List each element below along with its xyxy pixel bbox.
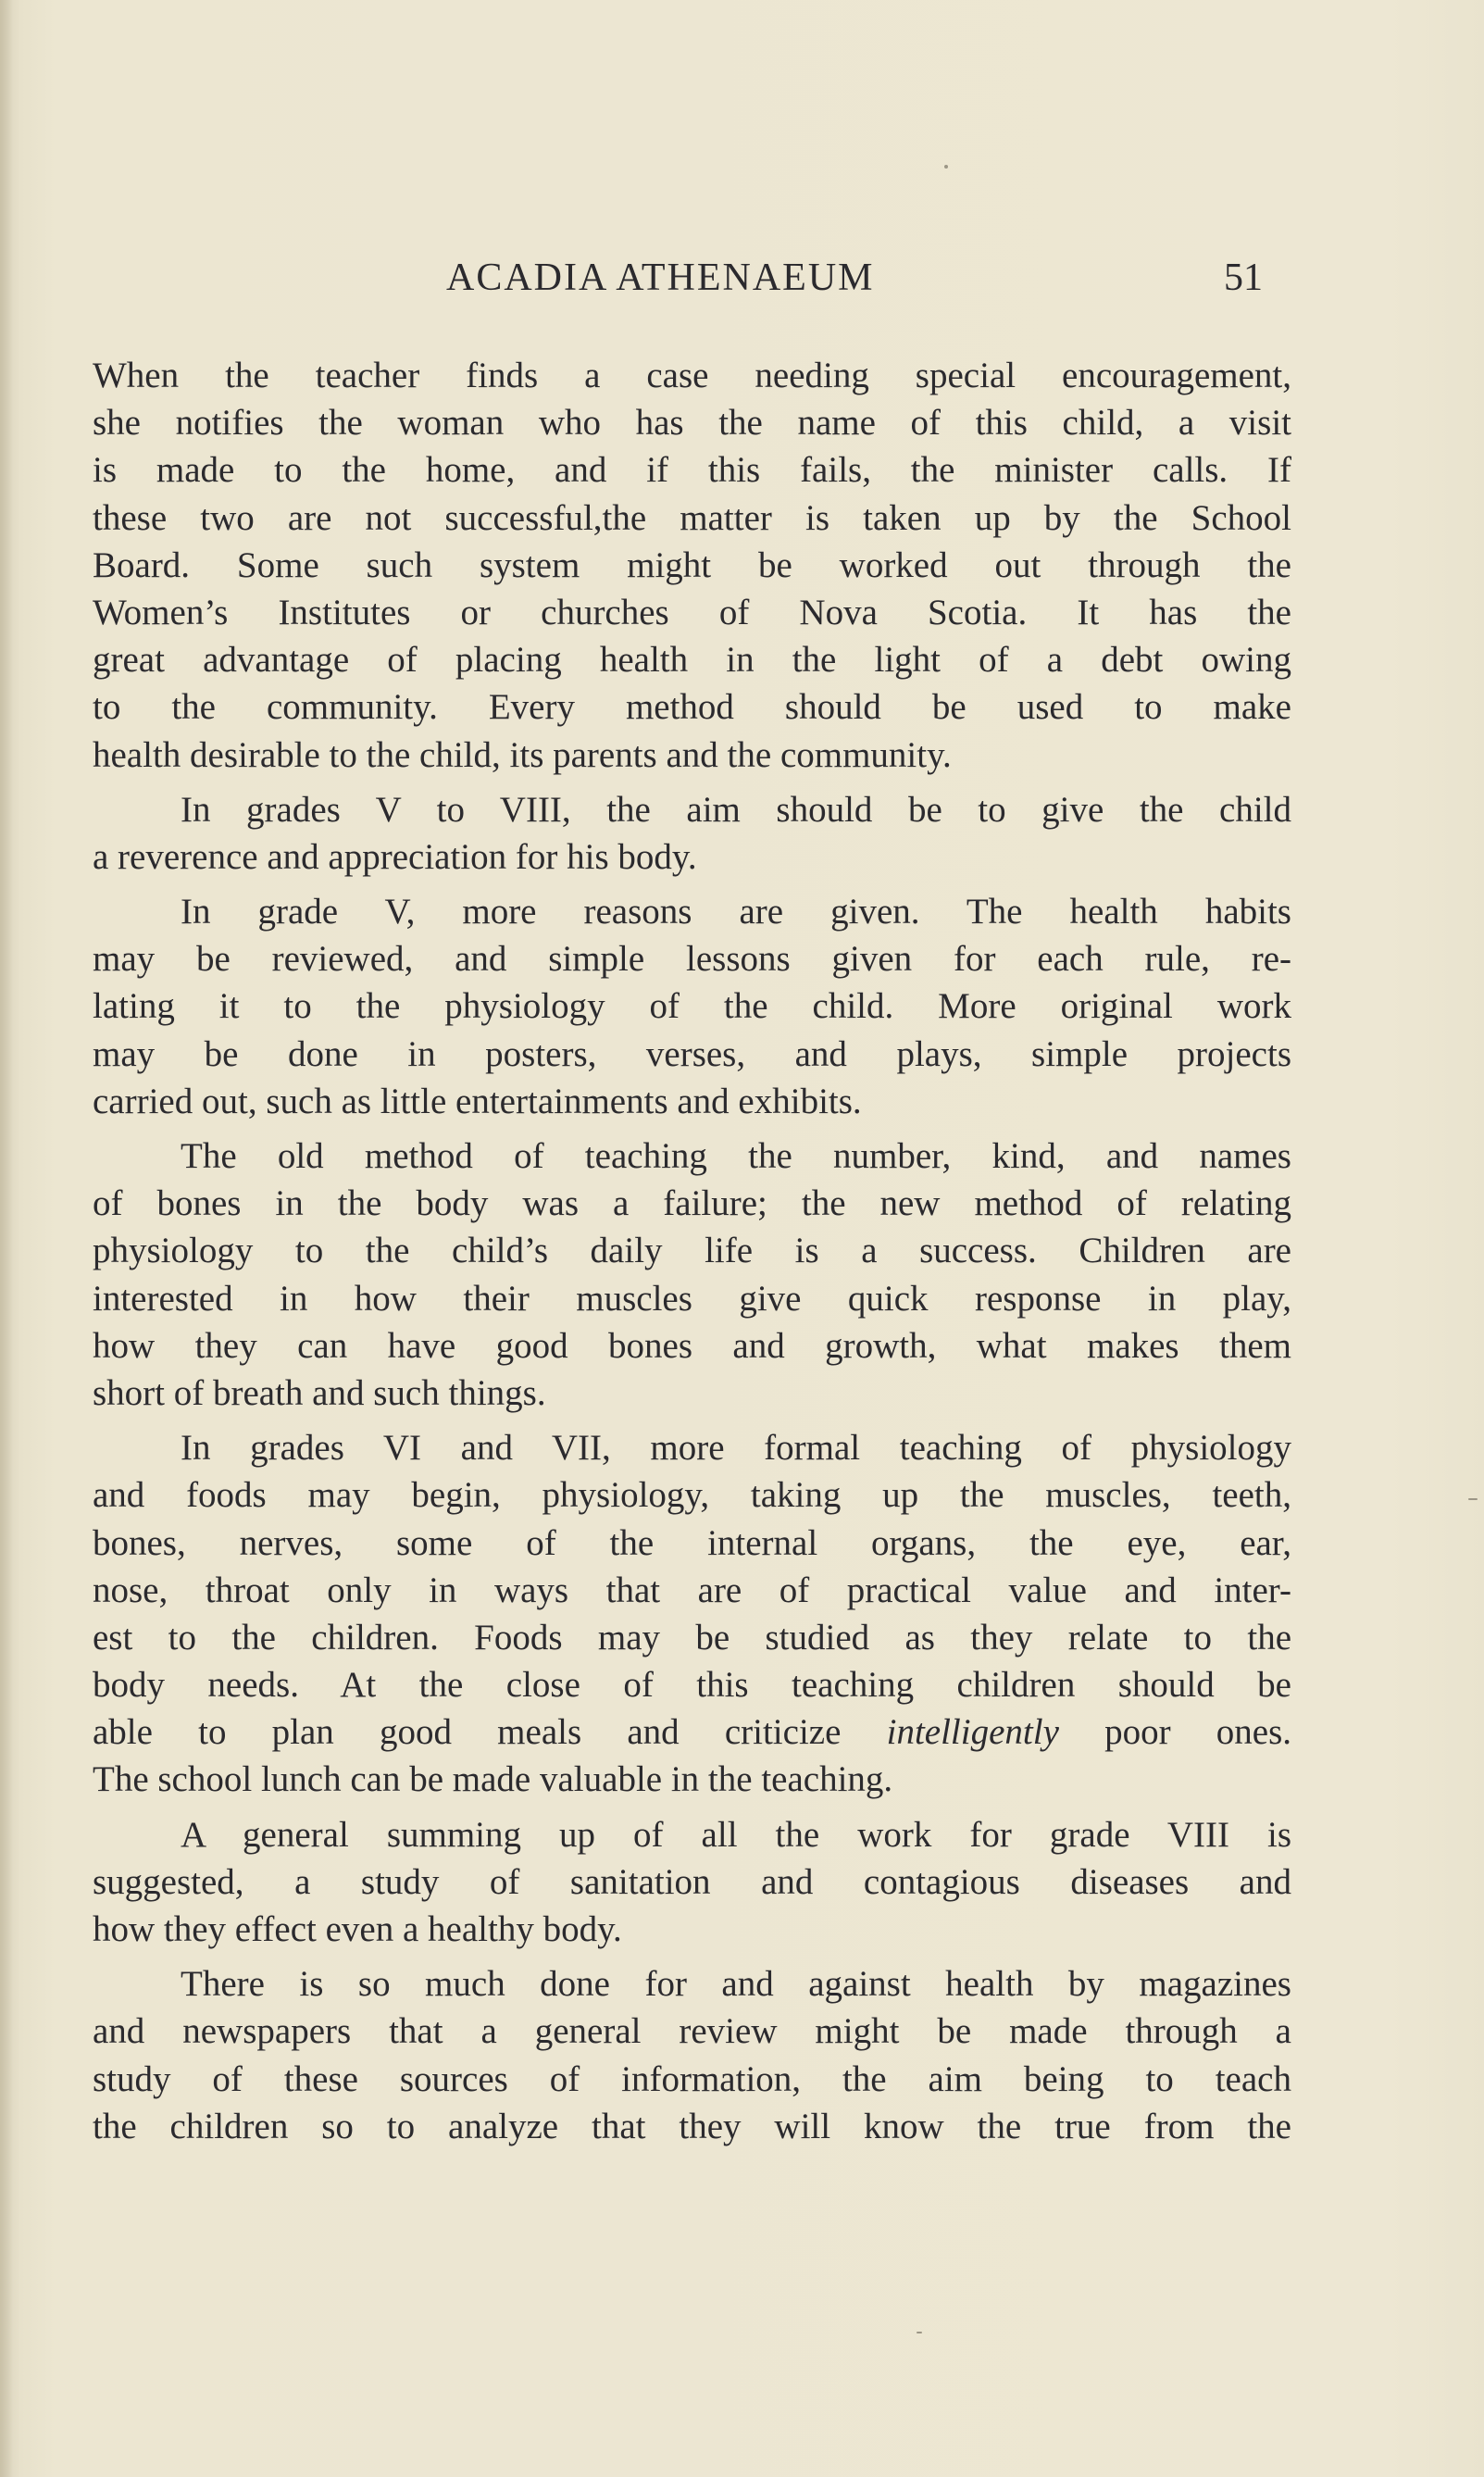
text-line: nose, throat only in ways that are of practical value and inter- [93,1570,1291,1610]
text-line: may be reviewed, and simple lessons given for each rule, re- [93,939,1291,980]
paragraph [93,1424,1291,1804]
text-line: body needs. At the close of this teaching children should be [93,1665,1291,1706]
text-line: is made to the home, and if this fails, the minister calls. If [93,450,1291,491]
text-line: the children so to analyze that they will know the true from the [93,2106,1291,2146]
text-line: these two are not successful,the matter is taken up by the School [93,497,1291,538]
text-line: carried out, such as little entertainments and exhibits. [93,1081,862,1121]
text-line: great advantage of placing health in the light of a debt owing [93,640,1291,681]
paper-speck [944,165,948,169]
text-line: to the community. Every method should be used to make [93,687,1291,728]
running-title: ACADIA ATHENAEUM [446,256,875,299]
paragraph [93,786,1291,881]
running-header [0,252,1484,304]
text-line: The school lunch can be made valuable in the teaching. [93,1759,893,1800]
text-line: she notifies the woman who has the name of this child, a visit [93,403,1291,444]
text-line: A general summing up of all the work for grade VIII is [181,1814,1291,1855]
body-text [93,352,1291,2150]
paragraph [93,1960,1291,2150]
text-line: study of these sources of information, the aim being to teach [93,2058,1291,2099]
italic-word: intelligently [886,1712,1059,1753]
paper-speck [1468,1498,1478,1500]
text-line: In grade V, more reasons are given. The health habits [181,892,1291,932]
paper-speck [917,2332,922,2333]
text-line: and newspapers that a general review might be made through a [93,2011,1291,2052]
text-line: bones, nerves, some of the internal organs, the eye, ear, [93,1522,1291,1563]
text-line: lating it to the physiology of the child. More original work [93,986,1291,1027]
text-run: poor ones. [1058,1712,1291,1753]
text-line: how they effect even a healthy body. [93,1909,622,1949]
text-line: of bones in the body was a failure; the new method of relating [93,1183,1291,1224]
text-line: short of breath and such things. [93,1372,546,1413]
text-line: interested in how their muscles give quick response in play, [93,1278,1291,1319]
page-spine-shadow [0,0,13,2477]
text-line: There is so much done for and against health by magazines [181,1964,1291,2005]
paragraph [93,1132,1291,1417]
text-line: In grades V to VIII, the aim should be to give the child [181,789,1291,830]
text-line: The old method of teaching the number, kind, and names [181,1136,1291,1176]
text-run: able to plan good meals and criticize [93,1712,887,1753]
text-line: est to the children. Foods may be studied as they relate to the [93,1617,1291,1658]
text-line: In grades VI and VII, more formal teaching of physiology [181,1428,1291,1469]
text-line: may be done in posters, verses, and plays, simple projects [93,1033,1291,1074]
paragraph [93,1811,1291,1954]
paragraph [93,888,1291,1125]
text-line: how they can have good bones and growth, what makes them [93,1325,1291,1366]
text-line: Board. Some such system might be worked out through the [93,544,1291,585]
text-line-with-italic [93,1708,1291,1756]
text-line: and foods may begin, physiology, taking up the muscles, teeth, [93,1475,1291,1516]
text-line: health desirable to the child, its parents and the community. [93,734,952,775]
text-line: a reverence and appreciation for his body. [93,836,697,877]
text-line: When the teacher finds a case needing special encouragement, [93,356,1291,395]
text-line: suggested, a study of sanitation and contagious diseases and [93,1861,1291,1902]
paragraph [93,352,1291,779]
text-line: physiology to the child’s daily life is a success. Children are [93,1231,1291,1271]
page-number: 51 [1224,256,1263,299]
text-line: Women’s Institutes or churches of Nova Scotia. It has the [93,592,1291,632]
